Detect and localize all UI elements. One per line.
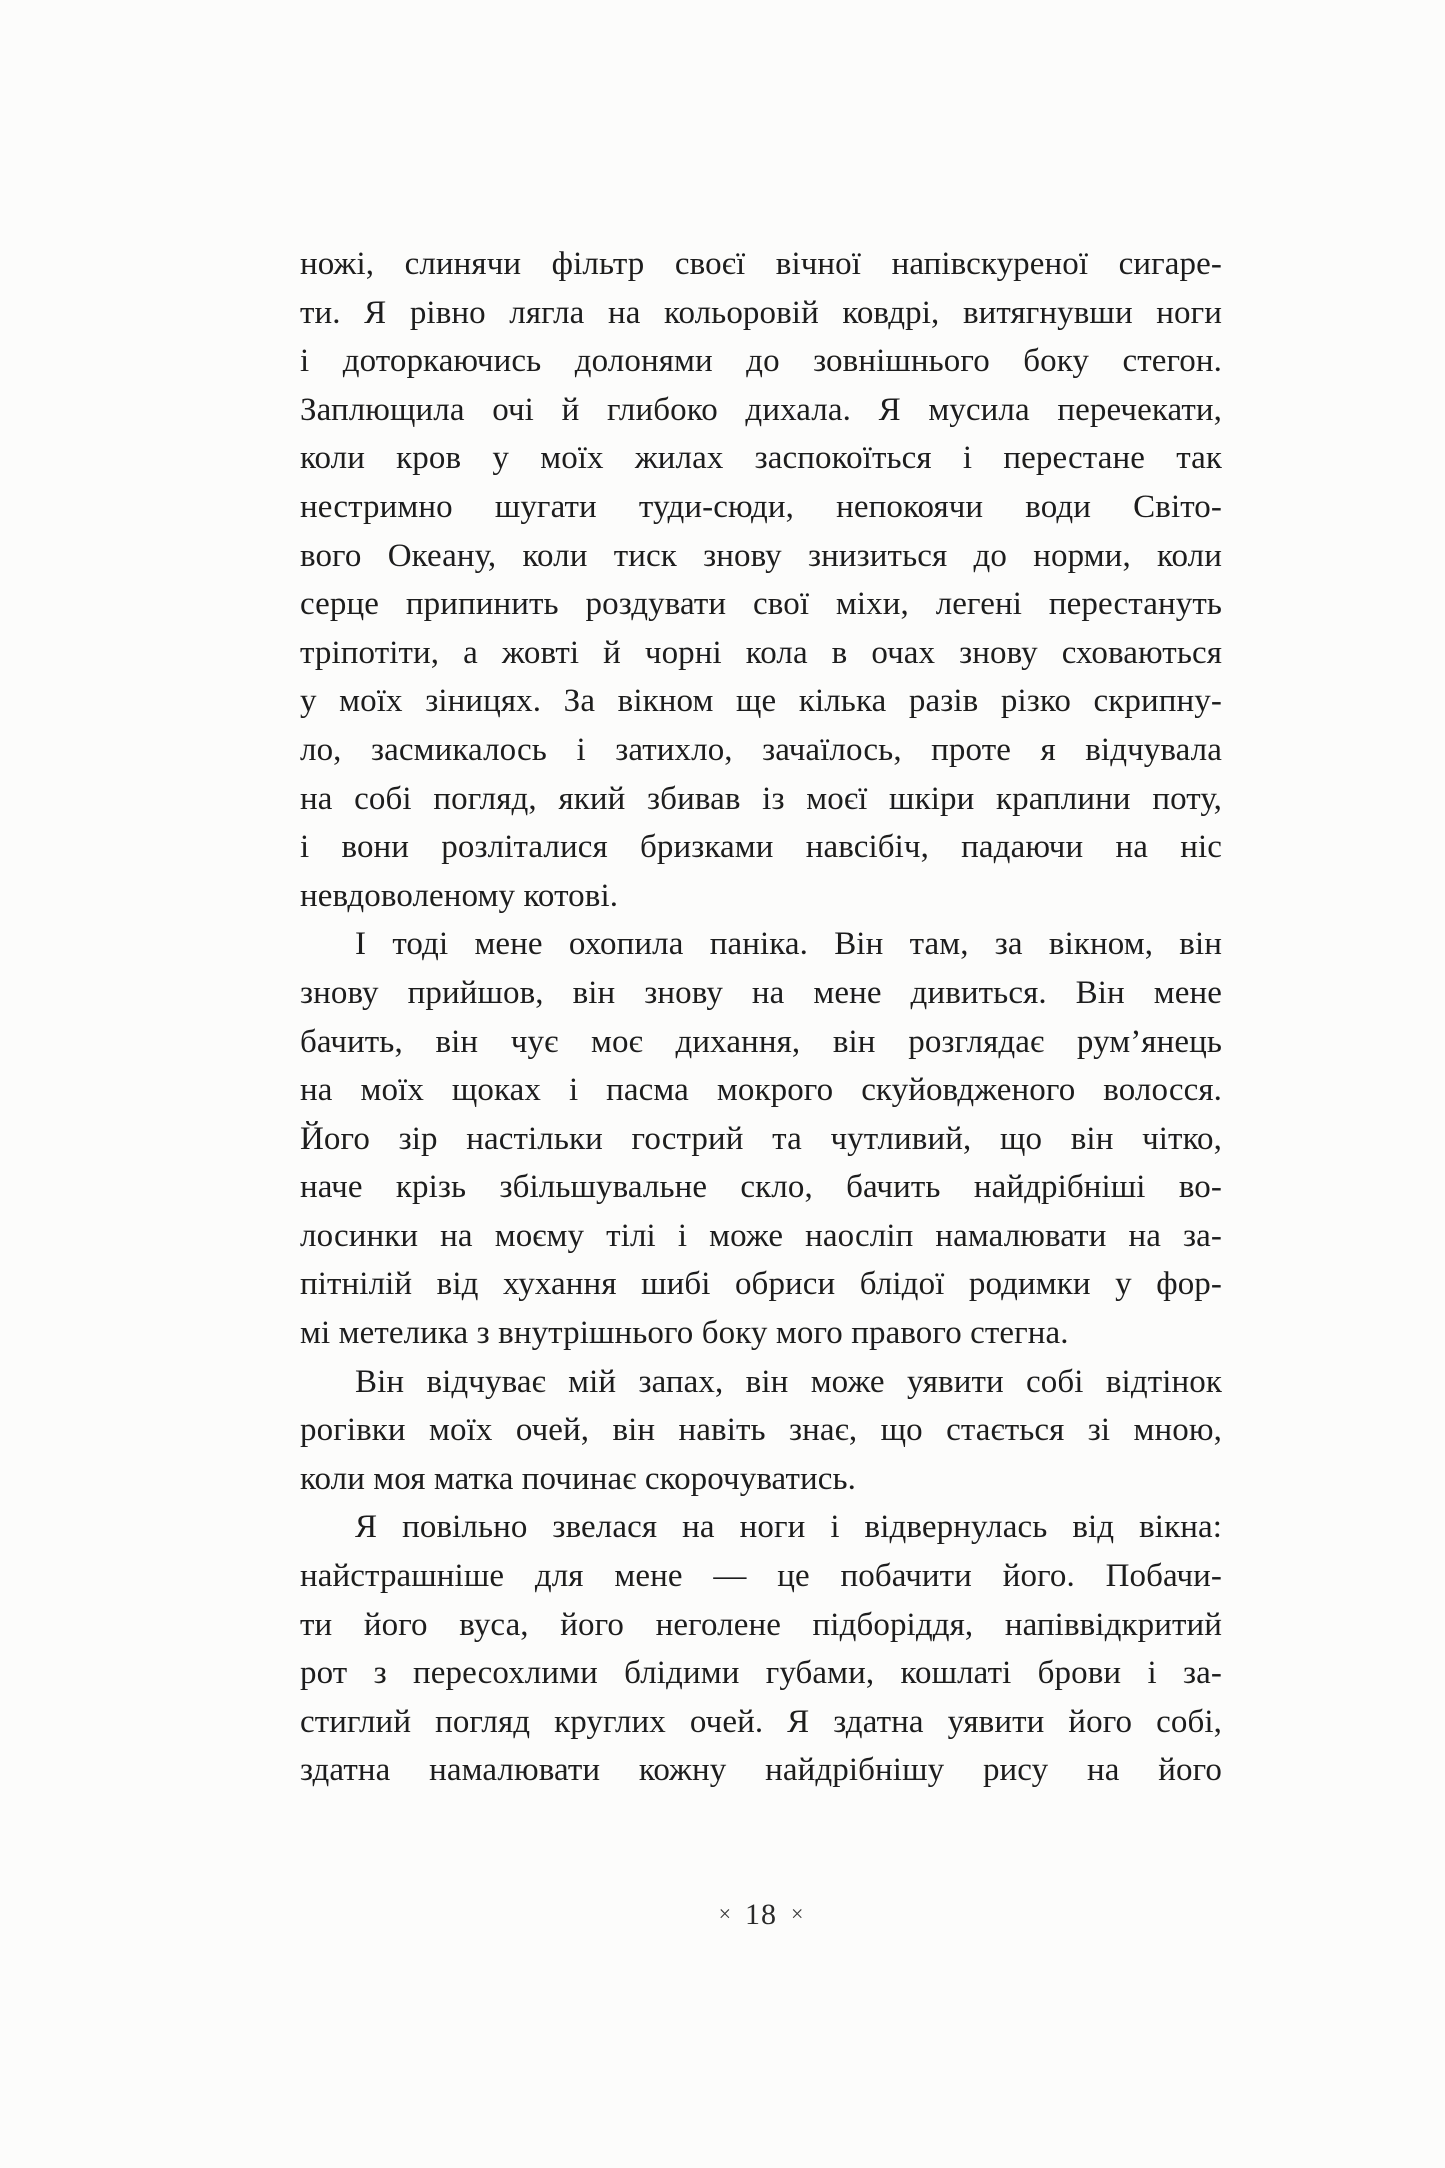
text-line: Його зір настільки гострий та чутливий, що він чітко, <box>300 1120 1222 1157</box>
text-line: стиглий погляд круглих очей. Я здатна уявити його собі, <box>300 1703 1222 1740</box>
text-line: серце припинить роздувати свої міхи, легені перестануть <box>300 586 1222 623</box>
text-line: знову прийшов, він знову на мене дивиться. Він мене <box>300 974 1222 1011</box>
text-line: на собі погляд, який збивав із моєї шкіри краплини поту, <box>300 780 1222 817</box>
text-line: рогівки моїх очей, він навіть знає, що стається зі мною, <box>300 1412 1222 1449</box>
text-line: Я повільно звелася на ноги і відвернулась від вікна: <box>355 1509 1222 1546</box>
text-line: ти. Я рівно лягла на кольоровій ковдрі, витягнувши ноги <box>300 294 1222 331</box>
text-line: бачить, він чує моє дихання, він розглядає рум’янець <box>300 1023 1222 1060</box>
text-line: невдоволеному котові. <box>300 877 619 914</box>
text-line: пітнілій від хухання шибі обриси блідої родимки у фор- <box>300 1266 1222 1303</box>
text-line: ти його вуса, його неголене підборіддя, напіввідкритий <box>300 1606 1222 1643</box>
text-line: Він відчуває мій запах, він може уявити собі відтінок <box>355 1363 1222 1400</box>
text-line: наче крізь збільшувальне скло, бачить найдрібніші во- <box>300 1169 1222 1206</box>
paragraph-3 <box>300 1358 1222 1504</box>
text-line: найстрашніше для мене — це побачити його. Побачи- <box>300 1558 1222 1595</box>
text-line: вого Океану, коли тиск знову знизиться до норми, коли <box>300 537 1222 574</box>
paragraph-4 <box>300 1503 1222 1795</box>
footer-ornament-left-icon: × <box>718 1901 731 1926</box>
page-footer <box>300 1898 1222 1932</box>
footer-ornament-right-icon: × <box>791 1901 804 1926</box>
text-line: на моїх щоках і пасма мокрого скуйовдженого волосся. <box>300 1072 1222 1109</box>
text-line: коли кров у моїх жилах заспокоїться і перестане так <box>300 440 1222 477</box>
text-line: рот з пересохлими блідими губами, кошлаті брови і за- <box>300 1655 1222 1692</box>
paragraph-2 <box>300 920 1222 1357</box>
paragraph-1 <box>300 240 1222 920</box>
page-number: 18 <box>745 1898 777 1931</box>
text-line: і доторкаючись долонями до зовнішнього боку стегон. <box>300 343 1222 380</box>
text-line: Заплющила очі й глибоко дихала. Я мусила перечекати, <box>300 391 1222 428</box>
text-line: і вони розліталися бризками навсібіч, падаючи на ніс <box>300 829 1222 866</box>
text-line: мі метелика з внутрішнього боку мого правого стегна. <box>300 1315 1069 1352</box>
text-line: у моїх зіницях. За вікном ще кілька разів різко скрипну- <box>300 683 1222 720</box>
text-line: нестримно шугати туди-сюди, непокоячи води Світо- <box>300 488 1222 525</box>
text-line: коли моя матка починає скорочуватись. <box>300 1460 856 1497</box>
text-line: І тоді мене охопила паніка. Він там, за вікном, він <box>355 926 1222 963</box>
text-line: тріпотіти, а жовті й чорні кола в очах знову сховаються <box>300 634 1222 671</box>
text-line: ножі, слинячи фільтр своєї вічної напівскуреної сигаре- <box>300 246 1222 282</box>
text-line: здатна намалювати кожну найдрібнішу рису на його <box>300 1752 1222 1789</box>
page-text-block <box>300 240 1222 1795</box>
text-line: лосинки на моєму тілі і може наосліп намалювати на за- <box>300 1217 1222 1254</box>
text-line: ло, засмикалось і затихло, зачаїлось, проте я відчувала <box>300 731 1222 768</box>
